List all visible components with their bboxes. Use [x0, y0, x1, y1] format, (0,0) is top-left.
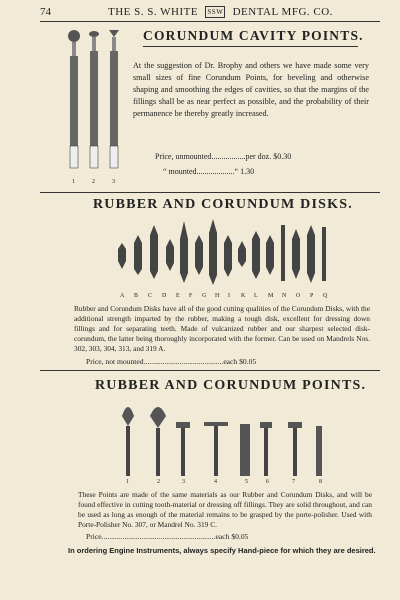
- figure-label: 2: [92, 179, 95, 185]
- disks-price-line: Price, not mounted..........................................each $0.05: [86, 357, 257, 366]
- running-header: [40, 6, 380, 22]
- price-line-unmounted: Price, unmounted.................per doz. $0.30: [155, 152, 292, 161]
- figure-label: 6: [266, 479, 269, 485]
- figure-label: A: [120, 293, 125, 299]
- figure-label: K: [241, 293, 246, 299]
- figure-label: Q: [323, 293, 328, 299]
- price-value: “ 1.30: [234, 167, 255, 176]
- points-figure: [112, 398, 332, 480]
- figure-label: D: [162, 293, 167, 299]
- price-label: Price: [86, 532, 102, 541]
- figure-label: 3: [112, 179, 115, 185]
- header-rule: [40, 21, 380, 22]
- figure-label: I: [228, 293, 230, 299]
- figure-label: 1: [126, 479, 129, 485]
- title-underline: [143, 46, 358, 47]
- figure-label: 4: [214, 479, 217, 485]
- section-title-disks: RUBBER AND CORUNDUM DISKS.: [93, 197, 353, 212]
- price-line-mounted: “ mounted...................“ 1.30: [163, 167, 255, 176]
- price-value: each $0.05: [223, 357, 257, 366]
- figure-label: P: [310, 293, 314, 299]
- disks-paragraph: Rubber and Corundum Disks have all of the good cutting qualities of the Corundum Disks, with the additional strength imparted by the rubber, making a tough disk, excellent for dressing down fillings and for separating teeth. Made of vulcanized rubber and our sharpest selected disk-corundum, the latter being thoroughly incorporated with the former. Can be used on Mandrels Nos. 302, 303, 304, 313, and 319 A.: [74, 304, 370, 353]
- price-value: per doz. $0.30: [245, 152, 292, 161]
- section-title-points: RUBBER AND CORUNDUM POINTS.: [95, 378, 367, 393]
- cavity-point-tool-3: [109, 30, 119, 168]
- section-divider: [40, 192, 380, 193]
- price-label: “ mounted: [163, 167, 197, 176]
- ordering-note: In ordering Engine Instruments, always specify Hand-piece for which they are desired.: [68, 546, 376, 555]
- figure-label: H: [215, 293, 220, 299]
- header-left-text: THE S. S. WHITE: [108, 6, 199, 18]
- figure-label: N: [282, 293, 287, 299]
- figure-label: 2: [157, 479, 160, 485]
- cavity-point-tool-2: [89, 31, 99, 168]
- company-logo: SSW: [205, 6, 225, 18]
- figure-label: L: [254, 293, 258, 299]
- price-label: Price, unmounted: [155, 152, 212, 161]
- figure-label: 7: [292, 479, 295, 485]
- price-value: each $0.05: [215, 532, 249, 541]
- figure-label: 5: [245, 479, 248, 485]
- figure-label: C: [148, 293, 153, 299]
- figure-label: 1: [72, 179, 75, 185]
- figure-label: E: [176, 293, 180, 299]
- running-title: [108, 6, 333, 18]
- points-price-line: Price............................................................each $0.05: [86, 532, 249, 541]
- section-title-cavity-points: CORUNDUM CAVITY POINTS.: [143, 28, 364, 43]
- figure-label: G: [202, 293, 207, 299]
- cavity-points-paragraph: At the suggestion of Dr. Brophy and others we have made some very small sizes of fine Corundum Points, for beveling and otherwise shaping and smoothing the edges of cavities, so that the margins of the fillings shall be as near perfect as possible, and the probability of their permanence be thereby greatly increased.: [133, 61, 369, 118]
- points-paragraph: These Points are made of the same materials as our Rubber and Corundum Disks, and will be found effective in cutting tooth-material or dressing off fillings. They are solid throughout, and can be used as long as enough of the material remains to be grasped by the porte-polisher. Used with Porte-Polisher No. 307, or Mandrel No. 319 C.: [78, 490, 372, 529]
- section-divider: [40, 370, 380, 371]
- page-number: 74: [40, 6, 51, 18]
- figure-label: O: [296, 293, 301, 299]
- figure-label: F: [189, 293, 193, 299]
- figure-label: 3: [182, 479, 185, 485]
- disks-figure: [112, 213, 332, 293]
- cavity-point-tool-1: [68, 30, 80, 168]
- price-label: Price, not mounted: [86, 357, 144, 366]
- header-right-text: DENTAL MFG. CO.: [232, 6, 333, 18]
- figure-label: 8: [319, 479, 322, 485]
- figure-label: M: [268, 293, 274, 299]
- figure-label: B: [134, 293, 139, 299]
